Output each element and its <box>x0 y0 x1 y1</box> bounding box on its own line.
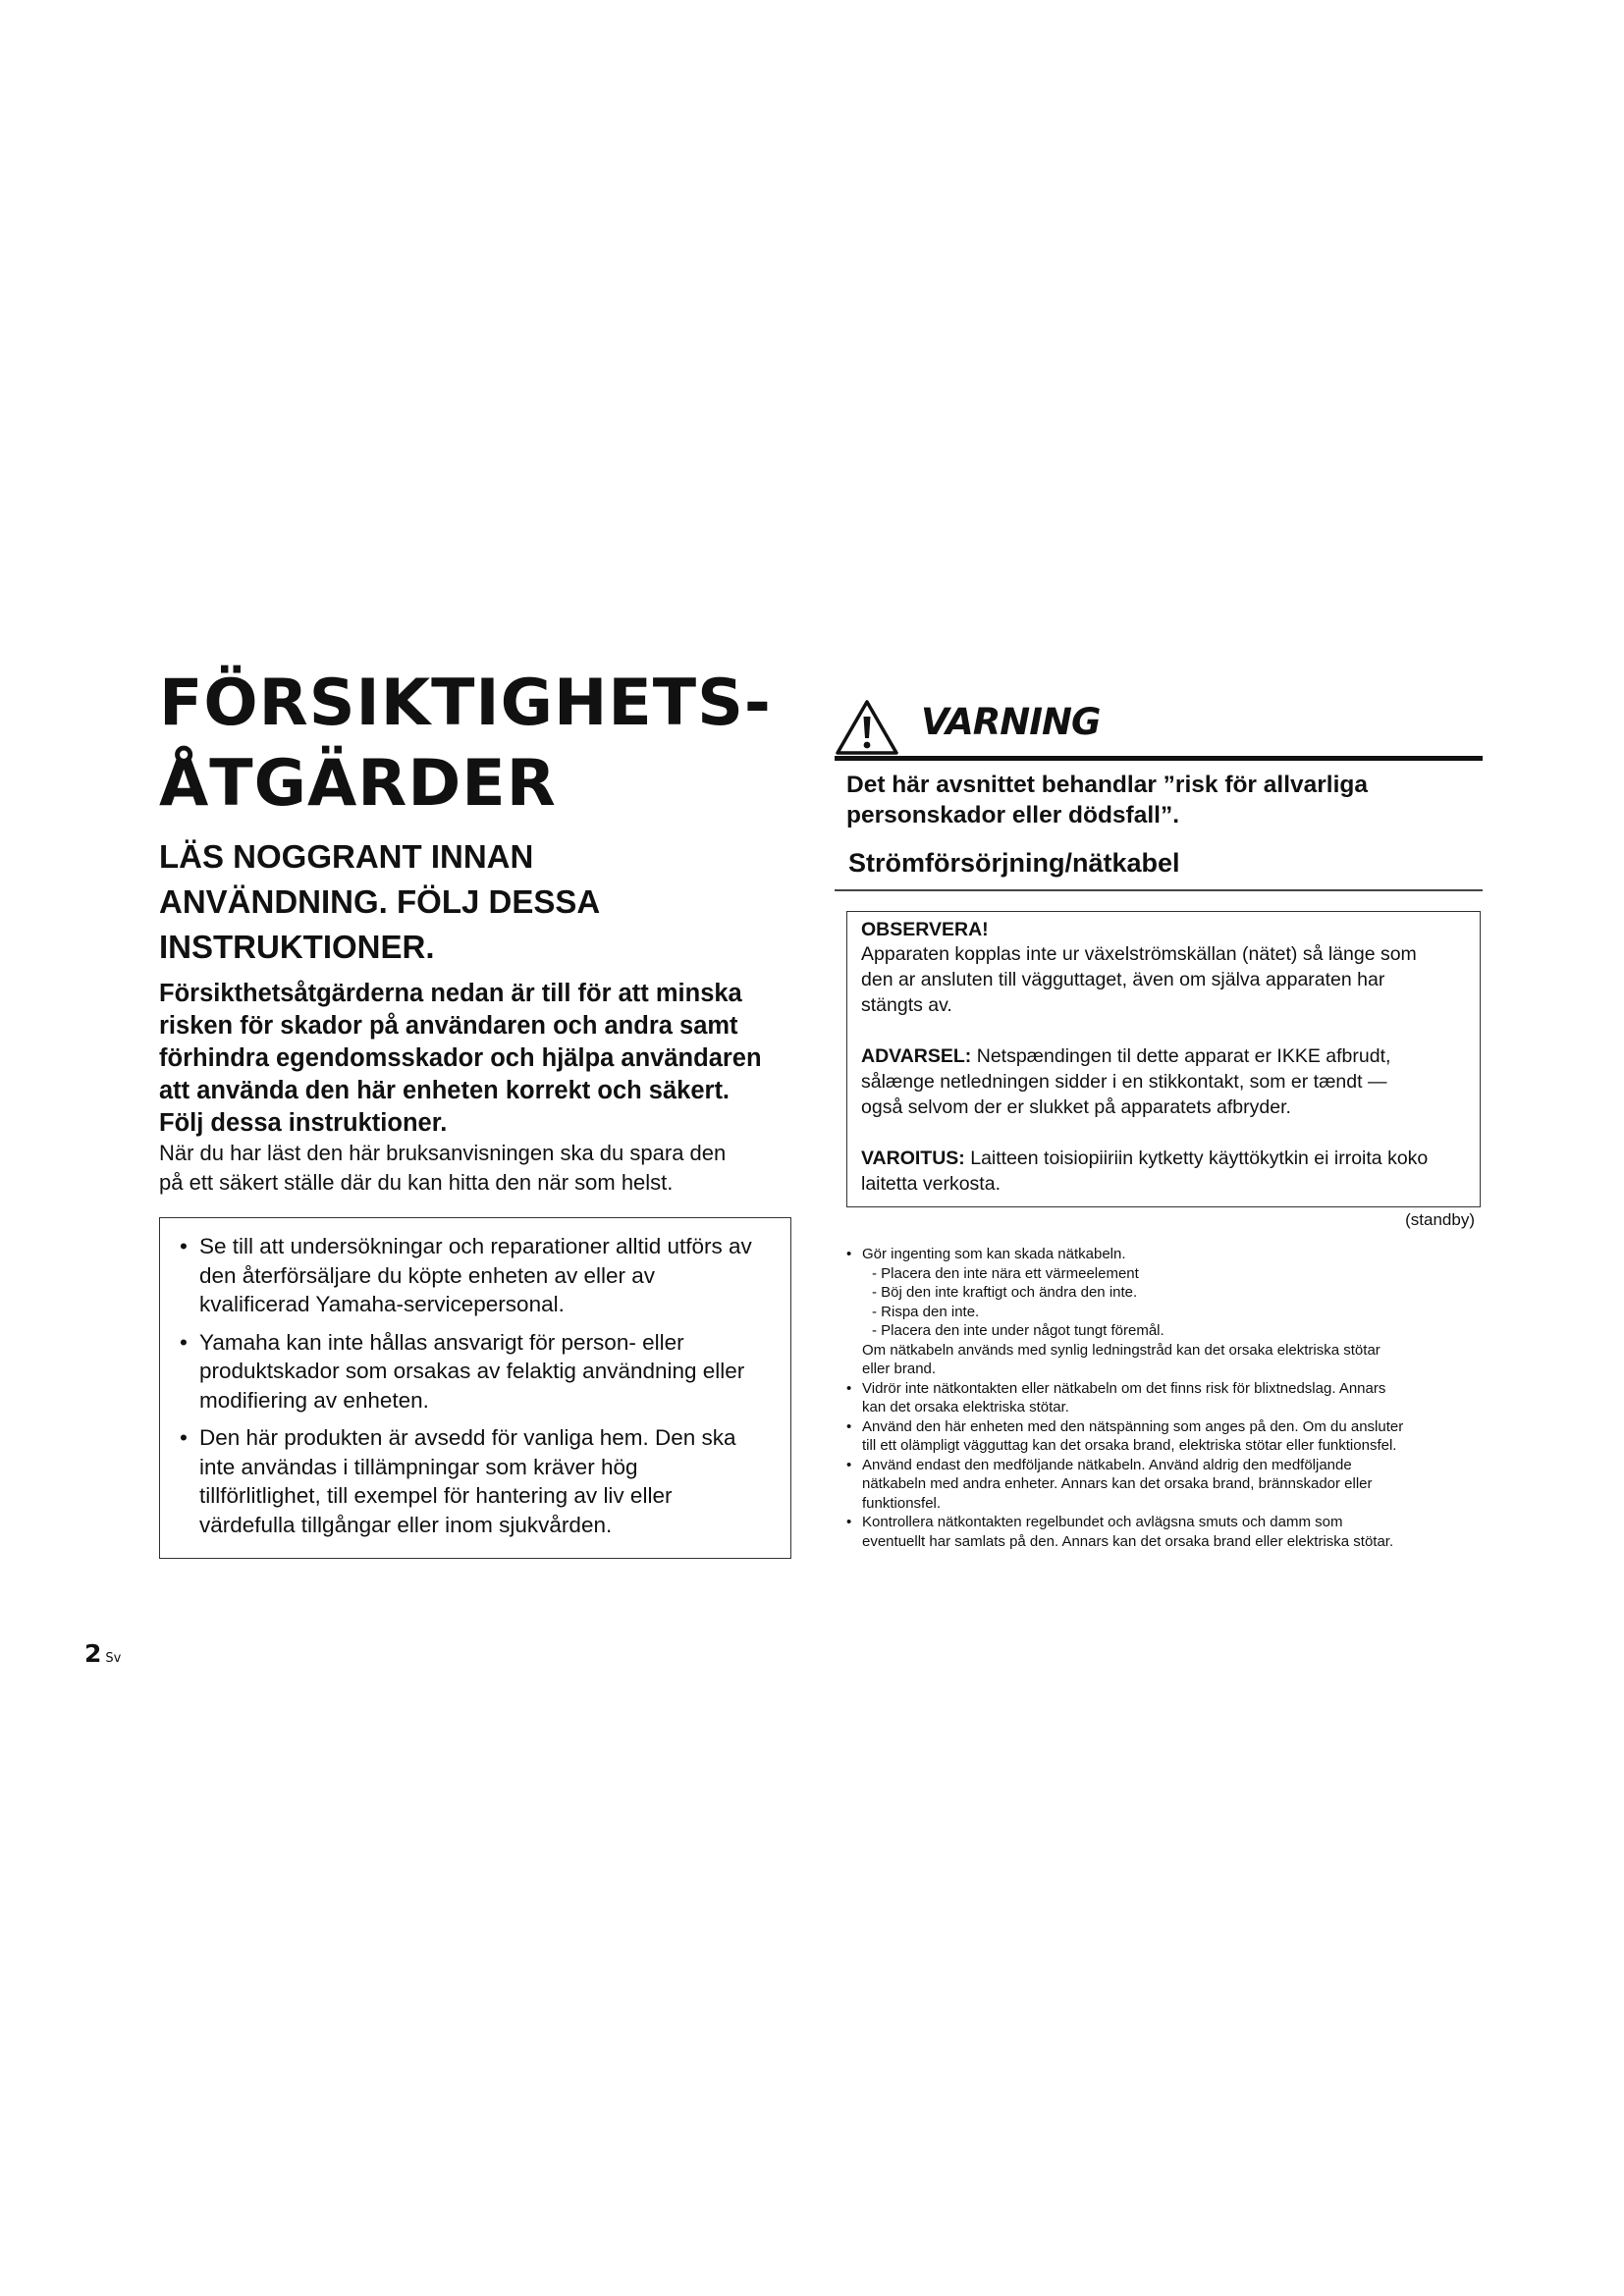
page-title-line-1: FÖRSIKTIGHETS- <box>159 667 772 740</box>
standby-note: (standby) <box>1405 1210 1475 1229</box>
intro-normal-text <box>159 1139 807 1198</box>
bullet-icon: • <box>180 1234 188 1258</box>
list-item <box>846 1417 1485 1456</box>
list-item-text: Yamaha kan inte hållas ansvarigt för person- eller produktskador som orsakas av felaktig användning eller modifiering av enheten. <box>199 1329 745 1413</box>
notice-line: Apparaten kopplas inte ur växelströmskällan (nätet) så länge som <box>861 943 1417 965</box>
list-item <box>178 1232 761 1319</box>
page-number-value: 2 <box>84 1639 102 1668</box>
list-item <box>846 1379 1485 1417</box>
list-item <box>178 1328 761 1415</box>
sub-list-item: - Placera den inte nära ett värmeelement <box>872 1264 1139 1282</box>
list-item-text: Använd den här enheten med den nätspänning som anges på den. Om du ansluter <box>862 1417 1404 1435</box>
notice-line: stängts av. <box>861 994 952 1016</box>
bullet-icon: • <box>846 1246 852 1262</box>
intro-bold-line: risken för skador på användaren och andra samt <box>159 1012 738 1040</box>
intro-bold-line: att använda den här enheten korrekt och säkert. <box>159 1077 731 1104</box>
advarsel-line: også selvom der er slukket på apparatets afbryder. <box>861 1096 1291 1118</box>
bullet-icon: • <box>180 1329 188 1355</box>
warning-desc-line-1: Det här avsnittet behandlar ”risk för allvarliga <box>846 772 1369 798</box>
subtitle-line-3: INSTRUKTIONER. <box>159 929 435 965</box>
advarsel-label: ADVARSEL: <box>861 1045 972 1067</box>
varoitus-line: Laitteen toisiopiiriin kytketty käyttökytkin ei irroita koko <box>964 1148 1429 1169</box>
varoitus-paragraph <box>861 1146 1470 1197</box>
varoitus-label: VAROITUS: <box>861 1148 965 1169</box>
bullet-icon: • <box>846 1379 852 1397</box>
list-item-text: Använd endast den medföljande nätkabeln. Använd aldrig den medföljande <box>862 1456 1352 1473</box>
page-title-line-2: ÅTGÄRDER <box>159 747 557 821</box>
warning-header <box>835 699 1483 758</box>
list-item-text: Om nätkabeln används med synlig ledningstråd kan det orsaka elektriska stötar <box>862 1341 1380 1359</box>
advarsel-line: Netspændingen til dette apparat er IKKE afbrudt, <box>971 1045 1391 1067</box>
intro-bold-text <box>159 978 807 1140</box>
bullet-icon: • <box>180 1425 188 1450</box>
list-item-text: kan det orsaka elektriska stötar. <box>862 1399 1069 1415</box>
intro-bold-line: Försikthetsåtgärderna nedan är till för att minska <box>159 980 742 1007</box>
sub-list-item: - Placera den inte under något tungt föremål. <box>872 1322 1164 1339</box>
subtitle-line-1: LÄS NOGGRANT INNAN <box>159 838 534 875</box>
list-item <box>846 1245 1485 1264</box>
warning-triangle-icon <box>835 699 899 756</box>
intro-bold-line: Följ dessa instruktioner. <box>159 1109 448 1137</box>
section-divider <box>835 889 1483 891</box>
page-number <box>84 1639 121 1668</box>
notice-text <box>861 941 1470 1018</box>
list-item-text: Kontrollera nätkontakten regelbundet och avlägsna smuts och damm som <box>862 1514 1343 1530</box>
general-info-box <box>159 1217 791 1559</box>
notice-line: den ar ansluten till vägguttaget, även om själva apparaten har <box>861 969 1385 990</box>
bullet-icon: • <box>846 1417 852 1435</box>
list-item-text: Den här produkten är avsedd för vanliga hem. Den ska inte användas i tillämpningar som kräver hög tillförlitlighet, till exempel för hantering av liv eller värdefulla tillgångar eller inom sjukvården. <box>199 1425 736 1537</box>
warning-description <box>846 770 1475 830</box>
page-subtitle <box>159 834 807 970</box>
warning-desc-line-2: personskador eller dödsfall”. <box>846 802 1180 828</box>
section-title: Strömförsörjning/nätkabel <box>848 848 1180 878</box>
list-item-text: funktionsfel. <box>862 1494 942 1512</box>
list-item-text: eventuellt har samlats på den. Annars kan det orsaka brand eller elektriska stötar. <box>862 1532 1394 1550</box>
notice-heading: OBSERVERA! <box>861 919 989 940</box>
intro-normal-line: När du har läst den här bruksanvisningen ska du spara den <box>159 1141 727 1165</box>
sub-list-item: - Rispa den inte. <box>872 1303 980 1320</box>
list-item-text: till ett olämpligt vägguttag kan det orsaka brand, elektriska stötar eller funktionsfel. <box>862 1437 1397 1454</box>
list-item-text: eller brand. <box>862 1361 937 1377</box>
list-item-text: nätkabeln med andra enheter. Annars kan det orsaka brand, brännskador eller <box>862 1475 1373 1492</box>
list-item-continuation <box>846 1341 1485 1379</box>
list-item <box>846 1513 1485 1551</box>
list-item <box>846 1456 1485 1514</box>
subtitle-line-2: ANVÄNDNING. FÖLJ DESSA <box>159 883 601 920</box>
intro-normal-line: på ett säkert ställe där du kan hitta den när som helst. <box>159 1170 674 1195</box>
intro-bold-line: förhindra egendomsskador och hjälpa användaren <box>159 1044 762 1072</box>
safety-bullet-list <box>846 1245 1485 1551</box>
warning-divider <box>835 756 1483 761</box>
list-item <box>178 1423 761 1539</box>
advarsel-paragraph <box>861 1043 1470 1120</box>
page-language-code: Sv <box>105 1651 122 1666</box>
bullet-icon: • <box>846 1456 852 1473</box>
bullet-icon: • <box>846 1514 852 1530</box>
advarsel-line: sålænge netledningen sidder i en stikkontakt, som er tændt — <box>861 1071 1387 1093</box>
varoitus-line: laitetta verkosta. <box>861 1173 1001 1195</box>
sub-list-item: - Böj den inte kraftigt och ändra den inte. <box>872 1284 1138 1301</box>
general-info-list <box>178 1232 761 1539</box>
warning-title: VARNING <box>921 701 1101 743</box>
page-title <box>159 664 807 825</box>
list-item-text: Se till att undersökningar och reparationer alltid utförs av den återförsäljare du köpte enheten av eller av kvalificerad Yamaha-servicepersonal. <box>199 1234 752 1316</box>
list-item-text: Gör ingenting som kan skada nätkabeln. <box>862 1246 1126 1262</box>
list-item-text: Vidrör inte nätkontakten eller nätkabeln om det finns risk för blixtnedslag. Annars <box>862 1379 1386 1397</box>
notice-box <box>846 911 1481 1207</box>
